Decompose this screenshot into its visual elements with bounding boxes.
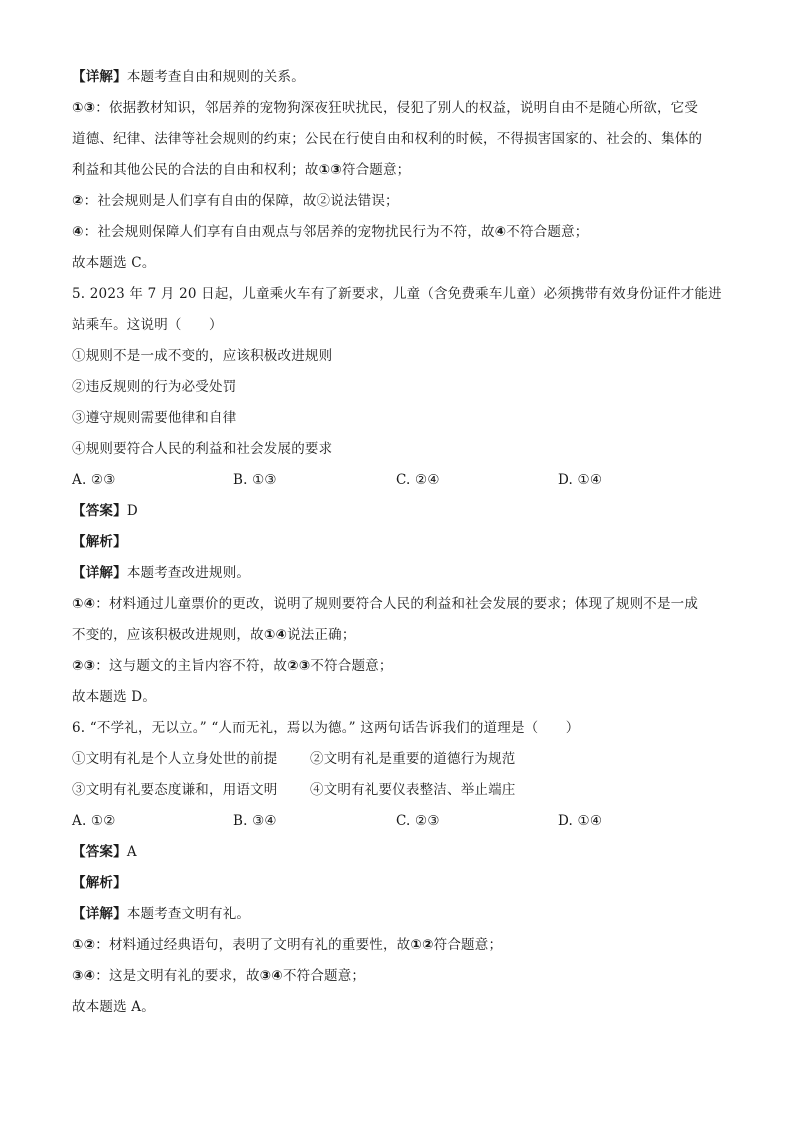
q6-statements-row-1 bbox=[72, 744, 724, 775]
analysis-text: 利益和其他公民的合法的自由和权利；故 bbox=[72, 162, 319, 178]
q6-conclusion: 故本题选 A。 bbox=[72, 999, 155, 1015]
q6-statement: ②文明有礼是重要的道德行为规范 bbox=[310, 751, 516, 767]
q5-options bbox=[72, 465, 724, 496]
option-mark: ③④ bbox=[259, 968, 283, 984]
answer-value: D bbox=[126, 503, 138, 519]
analysis-text: 不符合题意； bbox=[506, 224, 589, 240]
option-mark: ③④ bbox=[72, 968, 96, 984]
option-mark: ①② bbox=[72, 937, 96, 953]
option-mark: ②③ bbox=[287, 658, 311, 674]
analysis-text: ：社会规则是人们享有自由的保障，故②说法错误； bbox=[83, 193, 399, 209]
q6-statement: ③文明有礼要态度谦和，用语文明 bbox=[72, 782, 278, 798]
q6-statements-row-2 bbox=[72, 775, 724, 806]
prev-analysis-line-3 bbox=[72, 155, 724, 186]
answer-tag: 【答案】 bbox=[72, 503, 127, 519]
q5-statement: ④规则要符合人民的利益和社会发展的要求 bbox=[72, 441, 333, 457]
option-mark: ①② bbox=[410, 937, 434, 953]
q5-conclusion: 故本题选 D。 bbox=[72, 689, 157, 705]
detail-tag: 【详解】 bbox=[72, 906, 127, 922]
answer-tag: 【答案】 bbox=[72, 844, 127, 860]
option-d: D. ①④ bbox=[558, 472, 603, 488]
option-d: D. ①④ bbox=[558, 813, 603, 829]
option-a: A. ①② bbox=[72, 813, 116, 829]
option-mark: ④ bbox=[72, 224, 84, 240]
option-b: B. ③④ bbox=[233, 813, 277, 829]
q5-stem-line-2: 站乘车。这说明（ ） bbox=[72, 317, 223, 333]
q5-analysis-line-1 bbox=[72, 589, 724, 620]
analysis-text: ：社会规则保障人们享有自由观点与邻居养的宠物扰民行为不符，故 bbox=[83, 224, 495, 240]
analysis-tag: 【解析】 bbox=[72, 875, 127, 891]
q5-stem-line-1: 5. 2023 年 7 月 20 日起，儿童乘火车有了新要求，儿童（含免费乘车儿童）必须携带有效身份证件才能进 bbox=[72, 286, 722, 302]
q5-answer bbox=[72, 496, 724, 527]
option-mark: ①④ bbox=[72, 596, 96, 612]
q6-detail-line bbox=[72, 899, 724, 930]
option-mark: ④ bbox=[494, 224, 507, 240]
prev-analysis-line-5 bbox=[72, 217, 724, 248]
prev-analysis-line-2 bbox=[72, 124, 724, 155]
option-a: A. ②③ bbox=[72, 472, 116, 488]
detail-text: 本题考查改进规则。 bbox=[126, 565, 251, 581]
q5-analysis-line-3 bbox=[72, 651, 724, 682]
analysis-text: 不符合题意； bbox=[282, 968, 366, 984]
detail-text: 本题考查自由和规则的关系。 bbox=[126, 69, 305, 85]
analysis-text: 道德、纪律、法律等社会规则的约束；公民在行使自由和权利的时候，不得损害国家的、社会的、集体的 bbox=[72, 131, 703, 147]
answer-value: A bbox=[126, 844, 137, 860]
prev-detail-line bbox=[72, 62, 724, 93]
option-c: C. ②④ bbox=[396, 472, 440, 488]
option-mark: ①③ bbox=[72, 100, 96, 116]
document-page bbox=[72, 62, 724, 1023]
q5-statement: ①规则不是一成不变的，应该积极改进规则 bbox=[72, 348, 333, 364]
q6-stem: 6. “不学礼，无以立。” “人而无礼，焉以为德。” 这两句话告诉我们的道理是（ ） bbox=[72, 720, 580, 736]
option-mark: ②③ bbox=[72, 658, 96, 674]
analysis-text: 不符合题意； bbox=[310, 658, 393, 674]
q5-analysis-heading bbox=[72, 527, 724, 558]
analysis-text: 符合题意； bbox=[341, 162, 411, 178]
detail-tag: 【详解】 bbox=[72, 565, 127, 581]
q5-statement: ③遵守规则需要他律和自律 bbox=[72, 410, 237, 426]
q5-detail-line bbox=[72, 558, 724, 589]
analysis-text: 符合题意； bbox=[433, 937, 503, 953]
analysis-text: ：这与题文的主旨内容不符，故 bbox=[95, 658, 288, 674]
q5-analysis-line-2 bbox=[72, 620, 724, 651]
analysis-text: ：材料通过经典语句，表明了文明有礼的重要性，故 bbox=[95, 937, 411, 953]
option-mark: ①④ bbox=[263, 627, 288, 643]
q6-answer bbox=[72, 837, 724, 868]
prev-conclusion: 故本题选 C。 bbox=[72, 255, 156, 271]
q6-statement: ①文明有礼是个人立身处世的前提 bbox=[72, 751, 278, 767]
analysis-text: ：这是文明有礼的要求，故 bbox=[95, 968, 260, 984]
detail-tag: 【详解】 bbox=[72, 69, 127, 85]
analysis-text: 说法正确； bbox=[287, 627, 356, 643]
prev-analysis-line-1 bbox=[72, 93, 724, 124]
q6-analysis-line-2 bbox=[72, 961, 724, 992]
detail-text: 本题考查文明有礼。 bbox=[126, 906, 251, 922]
prev-analysis-line-4 bbox=[72, 186, 724, 217]
option-b: B. ①③ bbox=[233, 472, 277, 488]
analysis-tag: 【解析】 bbox=[72, 534, 127, 550]
q6-analysis-heading bbox=[72, 868, 724, 899]
q6-options bbox=[72, 806, 724, 837]
q6-analysis-line-1 bbox=[72, 930, 724, 961]
option-c: C. ②③ bbox=[396, 813, 440, 829]
q5-statement: ②违反规则的行为必受处罚 bbox=[72, 379, 237, 395]
analysis-text: ：材料通过儿童票价的更改，说明了规则要符合人民的利益和社会发展的要求；体现了规则不是一成 bbox=[95, 596, 699, 612]
q6-statement: ④文明有礼要仪表整洁、举止端庄 bbox=[310, 782, 516, 798]
option-mark: ② bbox=[72, 193, 84, 209]
analysis-text: ：依据教材知识，邻居养的宠物狗深夜狂吠扰民，侵犯了别人的权益，说明自由不是随心所欲，它受 bbox=[95, 100, 699, 116]
analysis-text: 不变的，应该积极改进规则，故 bbox=[72, 627, 264, 643]
option-mark: ①③ bbox=[318, 162, 342, 178]
